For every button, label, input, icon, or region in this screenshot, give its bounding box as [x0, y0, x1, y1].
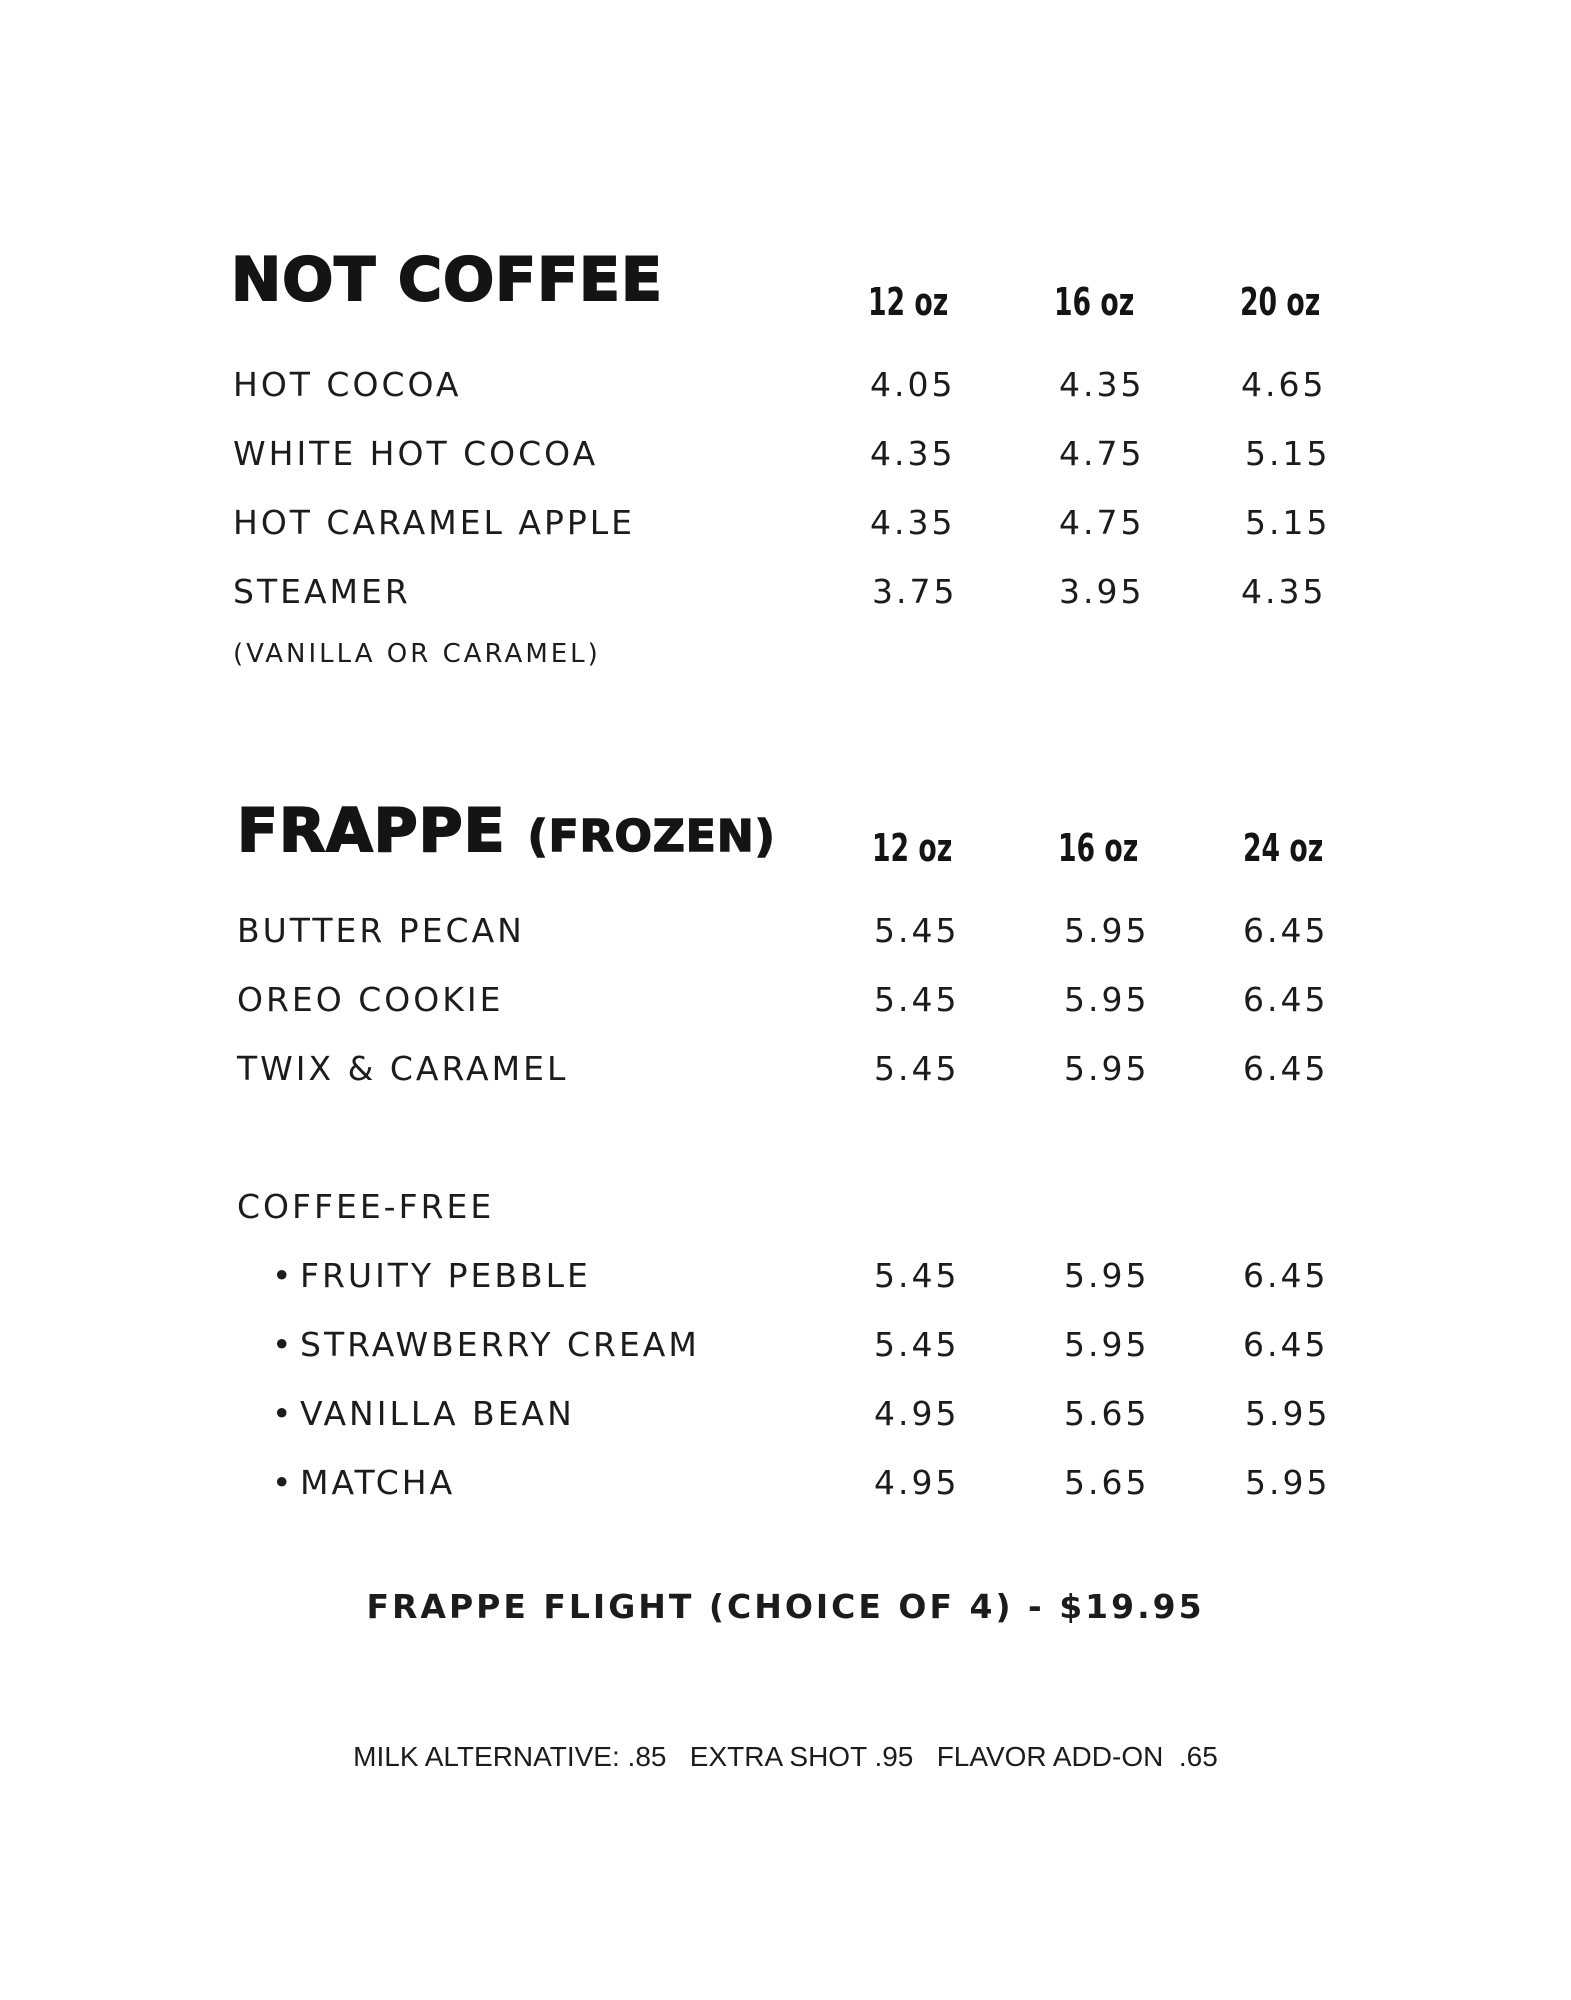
- price-oreo-cookie-16: 5.95: [1064, 980, 1150, 1019]
- menu-item-fruity-pebble: FRUITY PEBBLE: [300, 1256, 591, 1295]
- frappe-title-sub: (FROZEN): [527, 811, 776, 862]
- price-white-hot-cocoa-20: 5.15: [1245, 434, 1331, 473]
- price-oreo-cookie-24: 6.45: [1243, 980, 1329, 1019]
- not-coffee-size-12: 12 oz: [868, 280, 949, 324]
- price-butter-pecan-12: 5.45: [874, 911, 960, 950]
- menu-item-strawberry-cream: STRAWBERRY CREAM: [300, 1325, 700, 1364]
- price-matcha-24: 5.95: [1245, 1463, 1331, 1502]
- menu-item-steamer: STEAMER: [233, 572, 411, 611]
- menu-item-vanilla-bean: VANILLA BEAN: [300, 1394, 575, 1433]
- price-fruity-pebble-24: 6.45: [1243, 1256, 1329, 1295]
- price-oreo-cookie-12: 5.45: [874, 980, 960, 1019]
- price-vanilla-bean-16: 5.65: [1064, 1394, 1150, 1433]
- price-matcha-16: 5.65: [1064, 1463, 1150, 1502]
- menu-item-white-hot-cocoa: WHITE HOT COCOA: [233, 434, 599, 473]
- frappe-size-24: 24 oz: [1243, 826, 1324, 870]
- menu-item-matcha: MATCHA: [300, 1463, 456, 1502]
- price-white-hot-cocoa-16: 4.75: [1059, 434, 1145, 473]
- bullet-vanilla-bean: •: [272, 1394, 292, 1433]
- price-vanilla-bean-12: 4.95: [874, 1394, 960, 1433]
- menu-item-hot-caramel-apple: HOT CARAMEL APPLE: [233, 503, 636, 542]
- price-hot-cocoa-12: 4.05: [870, 365, 956, 404]
- price-steamer-12: 3.75: [872, 572, 958, 611]
- price-vanilla-bean-24: 5.95: [1245, 1394, 1331, 1433]
- menu-item-oreo-cookie: OREO COOKIE: [237, 980, 504, 1019]
- price-steamer-16: 3.95: [1059, 572, 1145, 611]
- not-coffee-size-20: 20 oz: [1240, 280, 1321, 324]
- frappe-title: [237, 796, 776, 866]
- price-butter-pecan-24: 6.45: [1243, 911, 1329, 950]
- menu-item-twix-caramel: TWIX & CARAMEL: [237, 1049, 569, 1088]
- price-strawberry-cream-24: 6.45: [1243, 1325, 1329, 1364]
- price-hot-caramel-apple-12: 4.35: [870, 503, 956, 542]
- price-hot-cocoa-16: 4.35: [1059, 365, 1145, 404]
- price-strawberry-cream-16: 5.95: [1064, 1325, 1150, 1364]
- price-butter-pecan-16: 5.95: [1064, 911, 1150, 950]
- price-matcha-12: 4.95: [874, 1463, 960, 1502]
- price-fruity-pebble-16: 5.95: [1064, 1256, 1150, 1295]
- not-coffee-title: NOT COFFEE: [231, 245, 664, 315]
- not-coffee-size-16: 16 oz: [1054, 280, 1135, 324]
- steamer-flavor-note: (VANILLA OR CARAMEL): [233, 639, 601, 669]
- menu-item-butter-pecan: BUTTER PECAN: [237, 911, 525, 950]
- price-fruity-pebble-12: 5.45: [874, 1256, 960, 1295]
- price-white-hot-cocoa-12: 4.35: [870, 434, 956, 473]
- price-twix-caramel-24: 6.45: [1243, 1049, 1329, 1088]
- bullet-matcha: •: [272, 1463, 292, 1502]
- price-hot-cocoa-20: 4.65: [1241, 365, 1327, 404]
- bullet-fruity-pebble: •: [272, 1256, 292, 1295]
- menu-item-hot-cocoa: HOT COCOA: [233, 365, 462, 404]
- price-hot-caramel-apple-16: 4.75: [1059, 503, 1145, 542]
- frappe-flight-offer: FRAPPE FLIGHT (CHOICE OF 4) - $19.95: [366, 1587, 1205, 1626]
- bullet-strawberry-cream: •: [272, 1325, 292, 1364]
- price-twix-caramel-16: 5.95: [1064, 1049, 1150, 1088]
- frappe-size-16: 16 oz: [1058, 826, 1139, 870]
- frappe-size-12: 12 oz: [872, 826, 953, 870]
- frappe-title-main: FRAPPE: [237, 796, 506, 866]
- coffee-free-heading: COFFEE-FREE: [237, 1187, 495, 1226]
- price-steamer-20: 4.35: [1241, 572, 1327, 611]
- price-twix-caramel-12: 5.45: [874, 1049, 960, 1088]
- price-hot-caramel-apple-20: 5.15: [1245, 503, 1331, 542]
- price-strawberry-cream-12: 5.45: [874, 1325, 960, 1364]
- addons-line: MILK ALTERNATIVE: .85 EXTRA SHOT .95 FLAVOR ADD-ON .65: [353, 1741, 1218, 1772]
